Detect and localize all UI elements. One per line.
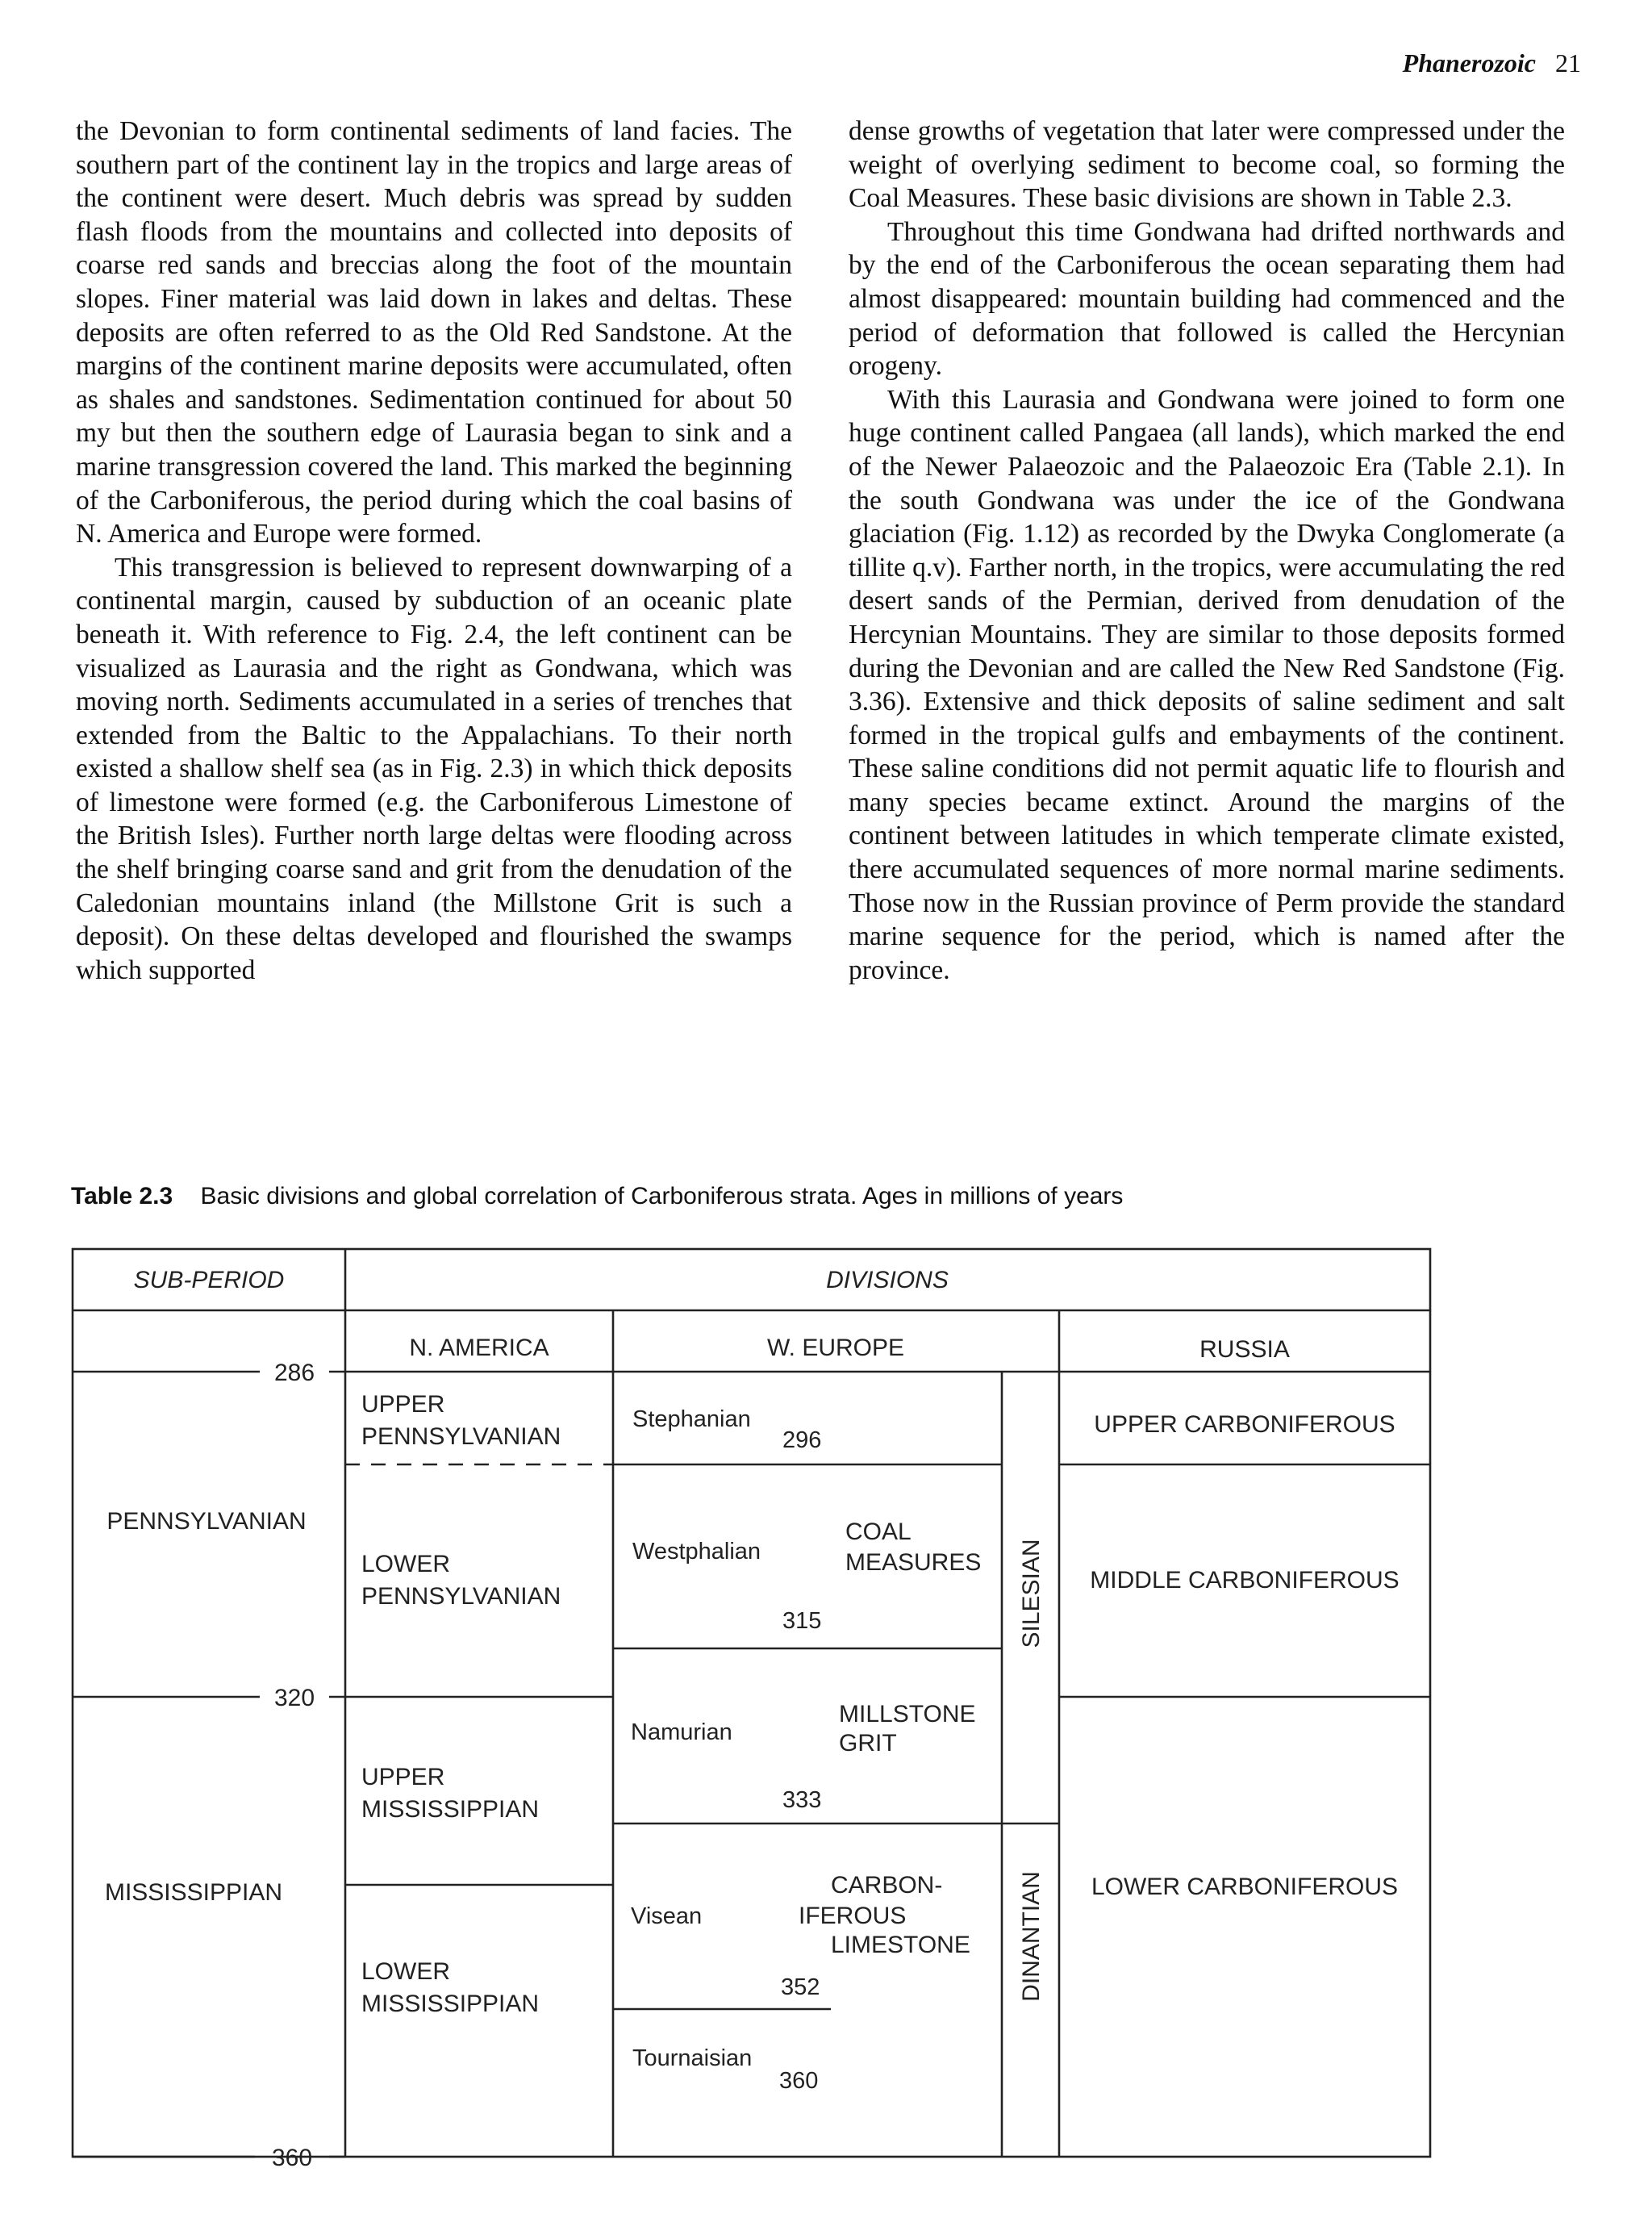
sub-period-pennsylvanian: PENNSYLVANIAN bbox=[106, 1508, 307, 1535]
age-label: 360 bbox=[271, 2145, 313, 2171]
running-title: Phanerozoic bbox=[1402, 48, 1536, 77]
table-caption-label: Table 2.3 bbox=[71, 1183, 173, 1209]
we-silesian-label: SILESIAN bbox=[1018, 1539, 1045, 1648]
paragraph: dense growths of vegetation that later were compressed under the weight of overlying sediment to become coal, so forming the Coal Measures. These basic divisions are shown in Table 2.3. bbox=[849, 116, 1565, 214]
we-age-360: 360 bbox=[779, 2068, 819, 2094]
we-millstone-grit: MILLSTONE bbox=[839, 1701, 976, 1727]
paragraph: With this Laurasia and Gondwana were joined to form one huge continent called Pangaea (all lands), which marked the end of the Newer Palaeozoic and the Palaeozoic Era (Table 2.1). In the south Gondwana was under the ice of the Gondwana glaciation (Fig. 1.12) as recorded by the Dwyka Conglomerate (a tillite q.v). Farther north, in the tropics, were accumulating the red desert sands of the Permian, derived from denudation of the Hercynian Mountains. They are similar to those deposits formed during the Devonian and are called the New Red Sandstone (Fig. 3.36). Extensive and thick deposits of saline sediment and salt formed in the tropical gulfs and embayments of the continent. These saline conditions did not permit aquatic life to flourish and many species became extinct. Around the margins of the continent between latitudes in which temperate climate existed, there accumulated sequences of more normal marine sediments. Those now in the Russian province of Perm provide the standard marine sequence for the period, which is named after the province. bbox=[849, 384, 1565, 985]
na-upper-pennsylvanian: PENNSYLVANIAN bbox=[361, 1423, 561, 1450]
we-stephanian: Stephanian bbox=[632, 1406, 751, 1432]
header-w-europe: W. EUROPE bbox=[766, 1335, 905, 1361]
paragraph: This transgression is believed to represent downwarping of a continental margin, caused by subduction of an oceanic plate beneath it. With reference to Fig. 2.4, the left continent can be visualized as Laurasia and the right as Gondwana, which was moving north. Sediments accumulated in a series of trenches that extended from the Baltic to the Appalachians. To their north existed a shallow shelf sea (as in Fig. 2.3) in which thick deposits of limestone were formed (e.g. the Carboniferous Limestone of the British Isles). Further north large deltas were flooding across the shelf bringing coarse sand and grit from the denudation of the Caledonian mountains inland (the Millstone Grit is such a deposit). On these deltas developed and flourished the swamps which supported bbox=[76, 552, 792, 985]
we-visean: Visean bbox=[631, 1903, 703, 1929]
we-carboniferous-limestone: CARBON- bbox=[831, 1872, 943, 1899]
na-lower-pennsylvanian: LOWER bbox=[361, 1551, 451, 1577]
na-lower-mississippian: LOWER bbox=[361, 1958, 451, 1985]
we-carboniferous-limestone: IFEROUS bbox=[799, 1903, 907, 1929]
russia-lower-carboniferous: LOWER CARBONIFEROUS bbox=[1091, 1874, 1399, 1900]
we-carboniferous-limestone: LIMESTONE bbox=[831, 1932, 970, 1958]
na-upper-pennsylvanian: UPPER bbox=[361, 1391, 445, 1418]
age-label: 286 bbox=[273, 1360, 315, 1386]
we-age-315: 315 bbox=[782, 1608, 822, 1634]
paragraph: the Devonian to form continental sediments of land facies. The southern part of the continent lay in the tropics and large areas of the continent were desert. Much debris was spread by sudden flash floods from the mountains and collected into deposits of coarse red sands and breccias along the foot of the mountain slopes. Finer material was laid down in lakes and deltas. These deposits are often referred to as the Old Red Sandstone. At the margins of the continent marine deposits were accumulated, often as shales and sandstones. Sedimentation continued for about 50 my but then the southern edge of Laurasia began to sink and a marine transgression covered the land. This marked the beginning of the Carboniferous, the period during which the coal basins of N. America and Europe were formed. bbox=[76, 116, 792, 549]
we-tournaisian: Tournaisian bbox=[632, 2045, 753, 2071]
we-age-333: 333 bbox=[782, 1787, 822, 1813]
age-label: 320 bbox=[273, 1685, 315, 1711]
sub-period-mississippian: MISSISSIPPIAN bbox=[104, 1879, 283, 1906]
na-upper-mississippian: MISSISSIPPIAN bbox=[361, 1796, 540, 1823]
header-n-america: N. AMERICA bbox=[409, 1335, 549, 1361]
page-number: 21 bbox=[1555, 48, 1581, 77]
russia-upper-carboniferous: UPPER CARBONIFEROUS bbox=[1094, 1411, 1395, 1438]
we-coal-measures: COAL bbox=[845, 1519, 912, 1545]
na-upper-mississippian: UPPER bbox=[361, 1764, 445, 1790]
na-lower-mississippian: MISSISSIPPIAN bbox=[361, 1991, 540, 2017]
paragraph: Throughout this time Gondwana had drifted northwards and by the end of the Carboniferous the ocean separating them had almost disappeared: mountain building had commenced and the period of deformation that followed is called the Hercynian orogeny. bbox=[849, 216, 1565, 382]
header-russia: RUSSIA bbox=[1199, 1336, 1290, 1363]
we-coal-measures: MEASURES bbox=[845, 1549, 982, 1576]
na-lower-pennsylvanian: PENNSYLVANIAN bbox=[361, 1583, 561, 1610]
we-age-296: 296 bbox=[782, 1427, 822, 1453]
we-age-352: 352 bbox=[781, 1974, 820, 2000]
we-millstone-grit: GRIT bbox=[839, 1730, 897, 1757]
we-namurian: Namurian bbox=[631, 1719, 732, 1745]
table-caption-text: Basic divisions and global correlation of Carboniferous strata. Ages in millions of years bbox=[200, 1183, 1124, 1209]
we-dinantian-label: DINANTIAN bbox=[1018, 1871, 1045, 2002]
header-divisions: DIVISIONS bbox=[826, 1267, 949, 1293]
russia-middle-carboniferous: MIDDLE CARBONIFEROUS bbox=[1090, 1567, 1400, 1594]
we-westphalian: Westphalian bbox=[632, 1539, 761, 1564]
header-sub-period: SUB-PERIOD bbox=[133, 1267, 285, 1293]
